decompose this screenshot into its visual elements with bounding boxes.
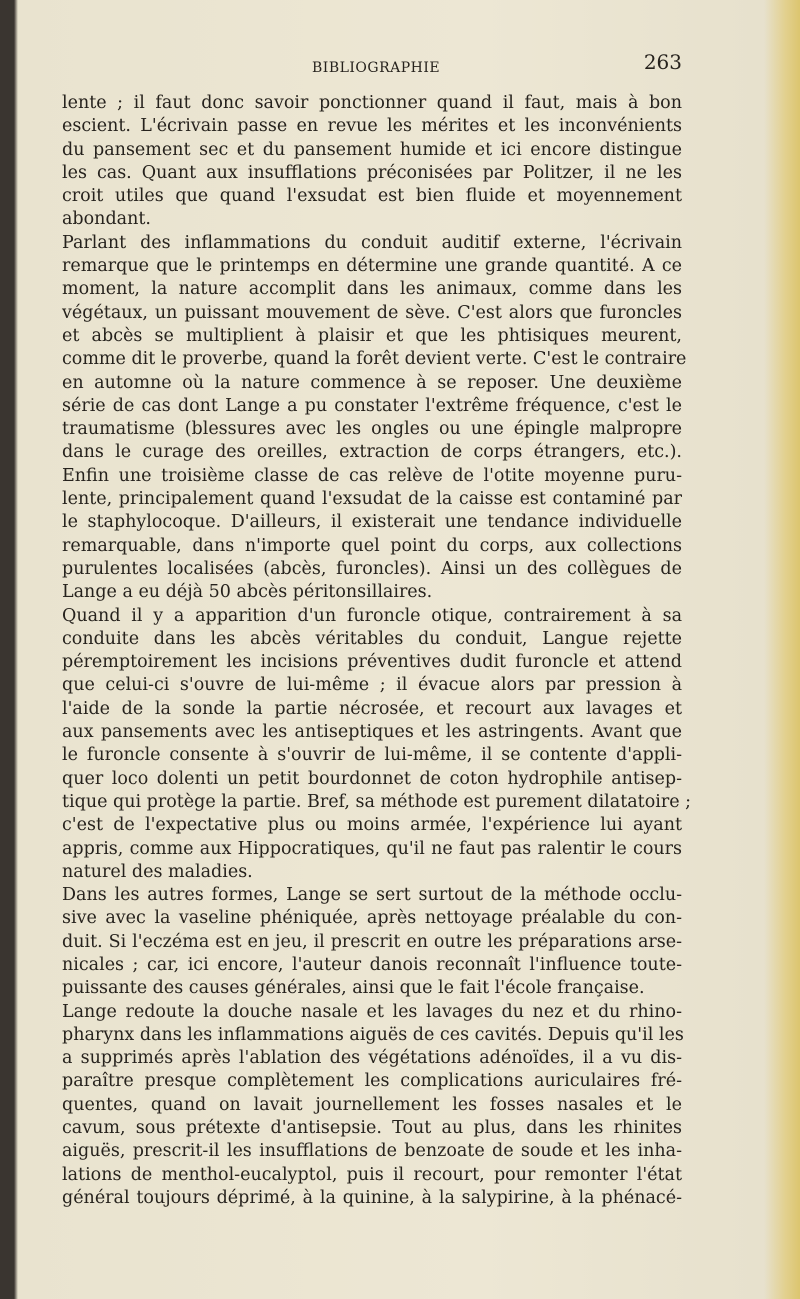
text-line: Enfin une troisième classe de cas relève de l'otite moyenne puru- <box>62 465 682 486</box>
text-line: du pansement sec et du pansement humide et ici encore distingue <box>62 139 682 160</box>
text-line: tique qui protège la partie. Bref, sa méthode est purement dilatatoire ; <box>62 791 692 812</box>
text-line: Dans les autres formes, Lange se sert surtout de la méthode occlu- <box>62 885 682 906</box>
text-line: Lange a eu déjà 50 abcès péritonsillaires. <box>62 582 433 603</box>
text-line: remarque que le printemps en détermine une grande quantité. A ce <box>62 256 682 277</box>
text-line: lente ; il faut donc savoir ponctionner quand il faut, mais à bon <box>62 93 682 113</box>
text-line: conduite dans les abcès véritables du conduit, Langue rejette <box>62 628 682 649</box>
text-line: duit. Si l'eczéma est en jeu, il prescrit en outre les préparations arse- <box>62 931 682 952</box>
text-line: cavum, sous prétexte d'antisepsie. Tout au plus, dans les rhinites <box>62 1118 682 1139</box>
text-line: lente, principalement quand l'exsudat de la caisse est contaminé par <box>62 489 682 510</box>
text-line: quentes, quand on lavait journellement les fosses nasales et le <box>62 1094 682 1115</box>
text-line: c'est de l'expectative plus ou moins armée, l'expérience lui ayant <box>62 815 682 836</box>
text-line: les cas. Quant aux insufflations préconisées par Politzer, il ne les <box>62 162 682 183</box>
page-header <box>62 50 682 80</box>
text-line: le furoncle consente à s'ouvrir de lui-même, il se contente d'appli- <box>62 745 682 766</box>
text-line: aiguës, prescrit-il les insufflations de benzoate de soude et les inha- <box>62 1141 682 1162</box>
text-line: Parlant des inflammations du conduit auditif externe, l'écrivain <box>62 232 682 253</box>
text-line: sive avec la vaseline phéniquée, après nettoyage préalable du con- <box>62 908 682 929</box>
text-line: aux pansements avec les antiseptiques et les astringents. Avant que <box>62 722 682 743</box>
text-line: en automne où la nature commence à se reposer. Une deuxième <box>62 372 682 393</box>
text-line: comme dit le proverbe, quand la forêt devient verte. C'est le contraire <box>62 349 687 370</box>
text-line: que celui-ci s'ouvre de lui-même ; il évacue alors par pression à <box>62 675 682 696</box>
text-line: naturel des maladies. <box>62 861 253 882</box>
text-line: paraître presque complètement les complications auriculaires fré- <box>62 1071 682 1092</box>
text-line: escient. L'écrivain passe en revue les mérites et les inconvénients <box>62 116 682 137</box>
text-line: Lange redoute la douche nasale et les lavages du nez et du rhino- <box>62 1001 682 1022</box>
text-line: nicales ; car, ici encore, l'auteur danois reconnaît l'influence toute- <box>62 954 682 975</box>
text-line: quer loco dolenti un petit bourdonnet de coton hydrophile antisep- <box>62 768 682 789</box>
body-text <box>62 92 692 1210</box>
running-title: BIBLIOGRAPHIE <box>312 60 441 76</box>
text-line: l'aide de la sonde la partie nécrosée, et recourt aux lavages et <box>62 698 682 719</box>
text-line: abondant. <box>62 209 151 230</box>
text-line: série de cas dont Lange a pu constater l'extrême fréquence, c'est le <box>62 395 682 416</box>
text-line: et abcès se multiplient à plaisir et que les phtisiques meurent, <box>62 325 682 346</box>
text-line: purulentes localisées (abcès, furoncles). Ainsi un des collègues de <box>62 558 682 579</box>
text-line: moment, la nature accomplit dans les animaux, comme dans les <box>62 279 682 300</box>
text-line: dans le curage des oreilles, extraction de corps étrangers, etc.). <box>62 442 682 463</box>
page-number: 263 <box>643 50 682 74</box>
text-line: puissante des causes générales, ainsi que le fait l'école française. <box>62 978 645 999</box>
text-line: traumatisme (blessures avec les ongles ou une épingle malpropre <box>62 419 682 440</box>
text-line: végétaux, un puissant mouvement de sève. C'est alors que furoncles <box>62 302 682 323</box>
text-line: lations de menthol-eucalyptol, puis il recourt, pour remonter l'état <box>62 1164 682 1185</box>
text-line: Quand il y a apparition d'un furoncle otique, contrairement à sa <box>62 605 682 626</box>
text-line: remarquable, dans n'importe quel point du corps, aux collections <box>62 535 682 556</box>
text-line: appris, comme aux Hippocratiques, qu'il ne faut pas ralentir le cours <box>62 838 682 859</box>
text-line: péremptoirement les incisions préventives dudit furoncle et attend <box>62 652 682 673</box>
text-line: général toujours déprimé, à la quinine, à la salypirine, à la phénacé- <box>62 1187 682 1208</box>
text-line: a supprimés après l'ablation des végétations adénoïdes, il a vu dis- <box>62 1048 682 1069</box>
text-line: pharynx dans les inflammations aiguës de ces cavités. Depuis qu'il les <box>62 1024 684 1045</box>
text-line: croit utiles que quand l'exsudat est bien fluide et moyennement <box>62 186 682 207</box>
text-line: le staphylocoque. D'ailleurs, il existerait une tendance individuelle <box>62 512 682 533</box>
page-edge-shadow <box>764 0 800 1299</box>
